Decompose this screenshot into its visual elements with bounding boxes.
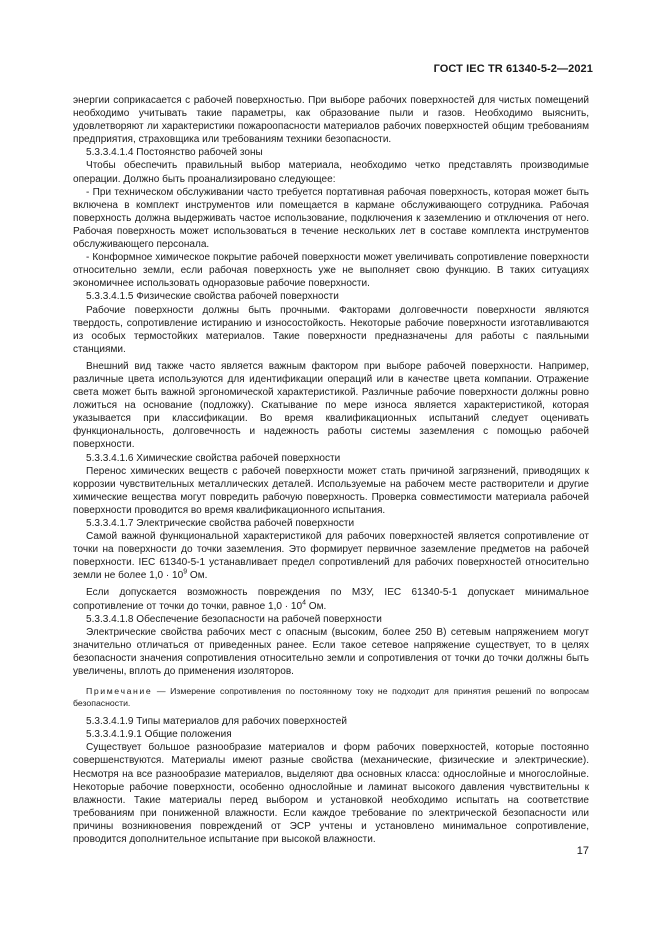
document-header: ГОСТ IEC TR 61340-5-2—2021 xyxy=(433,63,593,75)
section-heading: 5.3.3.4.1.7 Электрические свойства рабочей поверхности xyxy=(86,518,355,529)
document-body xyxy=(73,94,589,846)
list-item: - При техническом обслуживании часто требуется портативная рабочая поверхность, которая может быть включена в комплект инструментов или помещается в кармане обслуживающего сотрудника. Рабочая поверхность должна выдерживать частое использование, подключения к заземлению и отключения от него. Рабочая поверхность может использоваться в течение нескольких лет в составе комплекта инструментов обслуживающего персонала. xyxy=(73,186,589,251)
section-heading: 5.3.3.4.1.9.1 Общие положения xyxy=(86,729,232,741)
exponent: 4 xyxy=(302,599,307,607)
note-text: — Измерение сопротивления по постоянному току не подходит для принятия решений по вопросам безопасности. xyxy=(73,686,589,709)
section-heading: 5.3.3.4.1.5 Физические свойства рабочей поверхности xyxy=(86,291,339,303)
paragraph xyxy=(73,530,589,582)
paragraph: Электрические свойства рабочих мест с опасным (высоким, более 250 В) сетевым напряжением могут значительно отличаться от приведенных ранее. Если такое сетевое напряжение существует, то в целях безопасности значения сопротивления относительно земли и сопротивления от точки до точки должны быть увеличены, вплоть до применения изоляторов. xyxy=(73,626,589,678)
paragraph: Существует большое разнообразие материалов и форм рабочих поверхностей, которые постоянно совершенствуются. Материалы имеют разные свойства (механические, физические и электрические). Несмотря на все разнообразие материалов, выделяют два основных класса: однослойные и многослойные. Некоторые рабочие поверхности, особенно однослойные и ламинат высокого давления чувствительны к влажности. Такие материалы перед выбором и установкой необходимо испытать на соответствие требованиям при пониженной влажности. Если каждое требование по электрической безопасности или причины возникновения повреждений от ЭСР учтены и установлено минимальное сопротивление, проводится дополнительное испытание при высокой влажности. xyxy=(73,742,589,845)
resistance-text: Если допускается возможность повреждения по МЗУ, IEC 61340-5-1 допускает минимальное сопротивление от точки до точки, равное 1,0 · 10 xyxy=(73,587,589,612)
paragraph: Перенос химических веществ с рабочей поверхности может стать причиной загрязнений, приводящих к коррозии чувствительных металлических деталей. Используемые на рабочем месте растворители и другие химические вещества могут повредить рабочую поверхность. Проверка совместимости материала рабочей поверхности проводится во время квалификационного испытания. xyxy=(73,465,589,516)
note xyxy=(73,685,589,709)
unit-text: Ом. xyxy=(187,570,208,582)
section-heading: 5.3.3.4.1.9 Типы материалов для рабочих поверхностей xyxy=(86,716,347,728)
section-heading: 5.3.3.4.1.6 Химические свойства рабочей поверхности xyxy=(86,452,341,464)
section-heading: 5.3.3.4.1.4 Постоянство рабочей зоны xyxy=(86,147,263,159)
paragraph: энергии соприкасается с рабочей поверхностью. При выборе рабочих поверхностей для чистых помещений необходимо учитывать такие параметры, как образование пыли и газов. Необходимо выяснить, удовлетворяют ли характеристики пожароопасности материалов рабочих поверхностей общим требованиям предприятия, страховщика или требованиям техники безопасности. xyxy=(73,95,589,146)
resistance-text: Самой важной функциональной характеристикой для рабочих поверхностей является сопротивление от точки на поверхности до точки заземления. Это формирует первичное заземление предметов на рабочей поверхности. IEC 61340-5-1 устанавливает предел сопротивлений для рабочих поверхностей относительно земли не более 1,0 · 10 xyxy=(73,531,589,582)
paragraph: Внешний вид также часто является важным фактором при выборе рабочей поверхности. Например, различные цвета используются для идентификации операций или в качестве цвета компании. Отражение света может быть важной эргономической характеристикой. Различные рабочие поверхности должны ровно ложиться на основание (подложку). Скатывание по мере износа является характеристикой, которая указывается при классификации. Во время квалификационных испытаний следует оценивать функциональность, долговечность и надежность работы системы заземления с помощью рабочей поверхности. xyxy=(73,360,589,451)
page-number: 17 xyxy=(576,845,589,857)
unit-text: Ом. xyxy=(306,600,327,612)
exponent: 9 xyxy=(183,569,188,577)
list-item: - Конформное химическое покрытие рабочей поверхности может увеличивать сопротивление поверхности относительно земли, если рабочая поверхность уже не выполняет свою функцию. В таких ситуациях экономичнее использовать одноразовые рабочие поверхности. xyxy=(73,252,589,290)
paragraph xyxy=(73,586,589,612)
note-label: Примечание xyxy=(86,686,153,697)
section-heading: 5.3.3.4.1.8 Обеспечение безопасности на рабочей поверхности xyxy=(86,613,382,625)
paragraph: Чтобы обеспечить правильный выбор материала, необходимо четко представлять производимые операции. Должно быть проанализировано следующее: xyxy=(73,160,589,185)
paragraph: Рабочие поверхности должны быть прочными. Факторами долговечности поверхности являются твердость, сопротивление истиранию и износостойкость. Некоторые рабочие поверхности изготавливаются из особых термостойких материалов. Такие поверхности предназначены для работы с паяльными станциями. xyxy=(73,304,589,355)
